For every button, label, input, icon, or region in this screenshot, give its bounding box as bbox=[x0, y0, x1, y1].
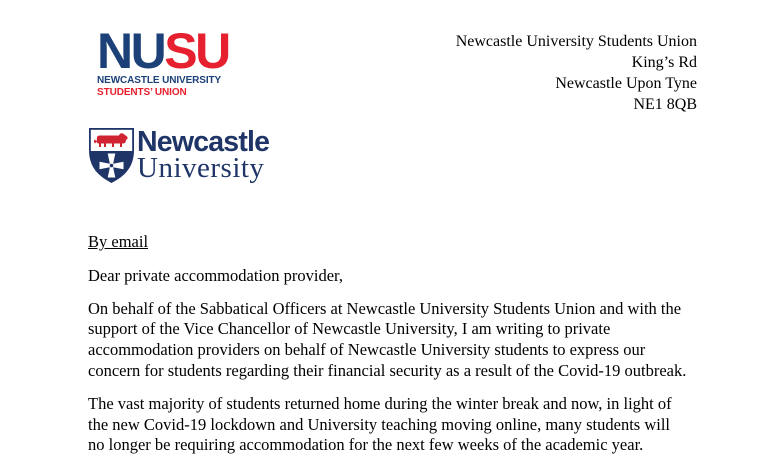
nusu-logo bbox=[97, 23, 229, 98]
newcastle-university-logo bbox=[88, 125, 768, 186]
delivery-method bbox=[88, 232, 689, 253]
cross-center-dot bbox=[110, 163, 114, 167]
university-wordmark bbox=[137, 126, 270, 184]
address-line: Newcastle University Students Union bbox=[455, 33, 697, 50]
university-wordmark-line1: Newcastle bbox=[137, 126, 270, 158]
nusu-subline-students-union: STUDENTS’ UNION bbox=[97, 86, 187, 98]
address-line: NE1 8QB bbox=[633, 96, 697, 113]
address-line: King’s Rd bbox=[631, 54, 697, 71]
sender-address bbox=[456, 31, 697, 115]
nusu-wordmark bbox=[97, 23, 229, 79]
university-wordmark-line2: University bbox=[137, 152, 265, 184]
university-shield-icon bbox=[88, 127, 135, 185]
address-line: Newcastle Upon Tyne bbox=[555, 75, 697, 92]
letter-paragraph-2: The vast majority of students returned home during the winter break and now, in light of the new Covid-19 lockdown and University teaching moving online, many students will no longer be requiring accommodation for the next few weeks of the academic year. bbox=[88, 393, 672, 455]
delivery-method-text: By email bbox=[88, 232, 149, 251]
nusu-wordmark-su: SU bbox=[164, 23, 229, 79]
letterhead bbox=[0, 0, 768, 115]
nusu-subline-university: NEWCASTLE UNIVERSITY bbox=[97, 75, 222, 86]
letter-paragraph-1: On behalf of the Sabbatical Officers at Newcastle University Students Union and with the support of the Vice Chancellor of Newcastle University, I am writing to private accommodation providers on behalf of Newcastle University students to express our concern for students regarding their financial security as a result of the Covid-19 outbreak. bbox=[88, 298, 687, 380]
nusu-wordmark-nu: NU bbox=[97, 23, 165, 79]
letter-body bbox=[88, 232, 689, 456]
salutation: Dear private accommodation provider, bbox=[88, 265, 343, 285]
